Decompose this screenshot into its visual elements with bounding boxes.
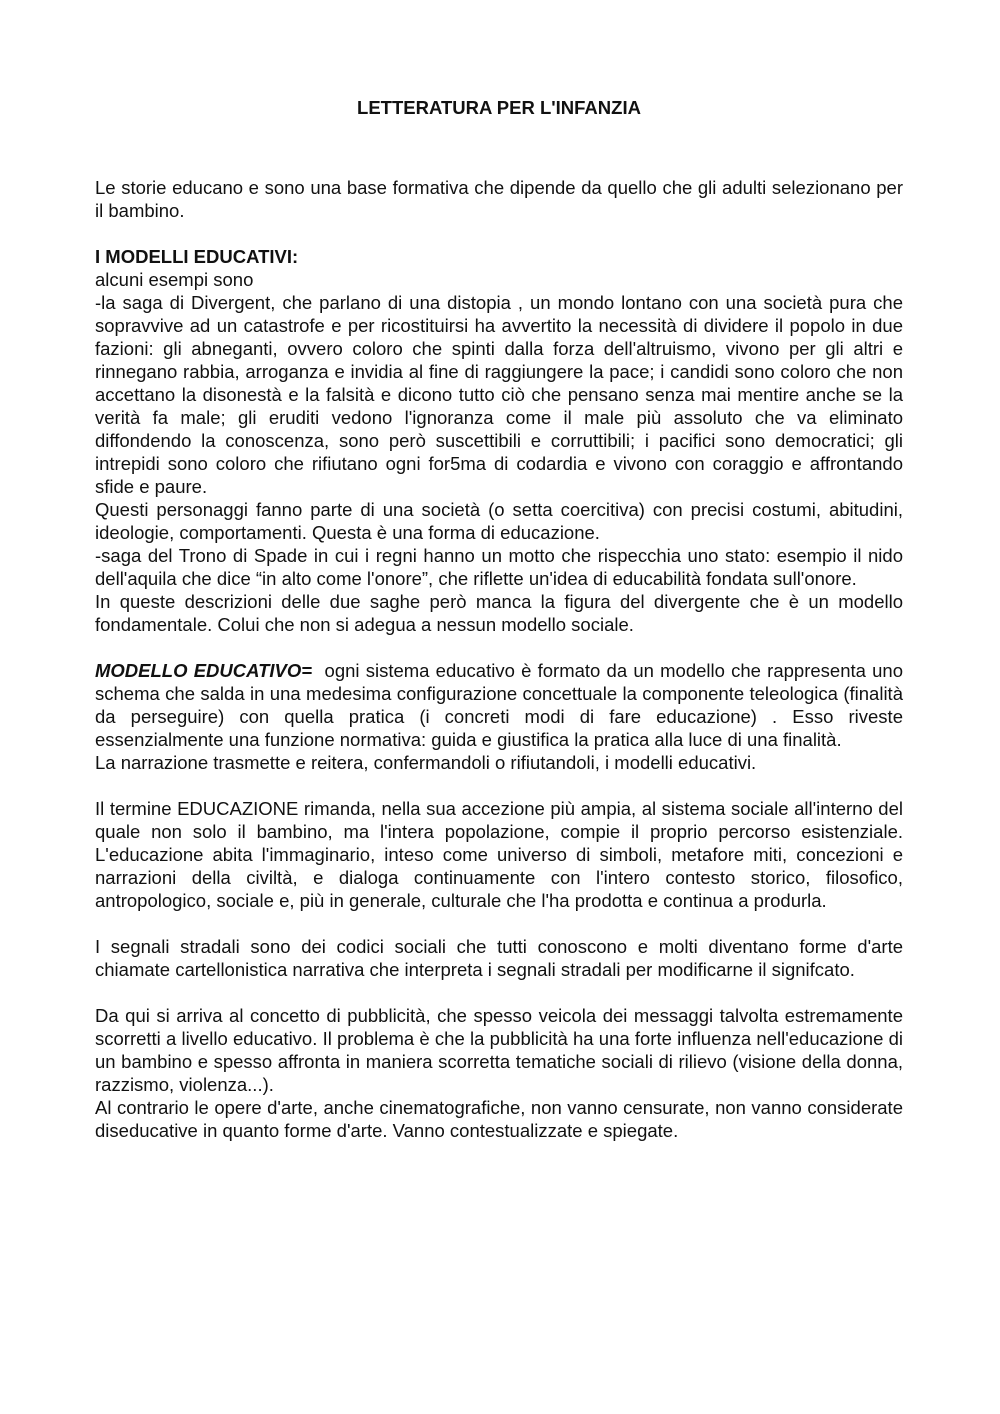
examples-intro: alcuni esempi sono xyxy=(95,269,254,290)
divergente-paragraph: In queste descrizioni delle due saghe però manca la figura del divergente che è un modello fondamentale. Colui che non si adegua a nessun modello sociale. xyxy=(95,591,903,635)
modello-educativo-paragraph xyxy=(95,659,909,751)
society-paragraph: Questi personaggi fanno parte di una società (o setta coercitiva) con precisi costumi, abitudini, ideologie, comportamenti. Questa è una forma di educazione. xyxy=(95,499,903,543)
narration-paragraph: La narrazione trasmette e reitera, confermandoli o rifiutandoli, i modelli educativi. xyxy=(95,752,757,773)
paragraph-gap xyxy=(95,981,903,1004)
modello-educativo-term: MODELLO EDUCATIVO= xyxy=(95,660,313,681)
divergent-paragraph: -la saga di Divergent, che parlano di una distopia , un mondo lontano con una società pura che sopravvive ad un catastrofe e per ricostituirsi ha avvertito la necessità di dividere il popolo in due fazioni: gli abneganti, ovvero coloro che spinti dalla forza dell'altruismo, vivono per gli altri e rinnegano rabbia, arroganza e invidia al fine di raggiungere la pace; i candidi sono coloro che non accettano la disonestà e la falsità e dicono tutto ciò che pensano senza mai mentire anche se la verità fa male; gli eruditi vedono l'ignoranza come il male più assoluto che va eliminato diffondendo la conoscenza, sono però suscettibili e corruttibili; i pacifici sono democratici; gli intrepidi sono coloro che rifiutano ogni for5ma di codardia e vivono con coraggio e affrontando sfide e paure. xyxy=(95,292,903,497)
modello-educativo-definition: ogni sistema educativo è formato da un modello che rappresenta uno schema che salda in una medesima configurazione concettuale la componente teleologica (finalità da perseguire) con quella pratica (i concreti modi di fare educazione) . Esso riveste essenzialmente una funzione normativa: guida e giustifica la pratica alla luce di una finalità. xyxy=(95,660,909,750)
document-page xyxy=(95,96,909,1142)
paragraph-gap xyxy=(95,912,903,935)
signs-paragraph: I segnali stradali sono dei codici sociali che tutti conoscono e molti diventano forme d'arte chiamate cartellonistica narrativa che interpreta i segnali stradali per modificarne il signifcato. xyxy=(95,936,903,980)
intro-paragraph: Le storie educano e sono una base formativa che dipende da quello che gli adulti selezionano per il bambino. xyxy=(95,177,903,221)
education-paragraph: Il termine EDUCAZIONE rimanda, nella sua accezione più ampia, al sistema sociale all'interno del quale non solo il bambino, ma l'intera popolazione, compie il proprio percorso esistenziale. L'educazione abita l'immaginario, inteso come universo di simboli, metafore miti, concezioni e narrazioni della civiltà, e dialoga continuamente con l'intero contesto storico, filosofico, antropologico, sociale e, più in generale, culturale che l'ha prodotta e continua a produrla. xyxy=(95,798,903,911)
throne-paragraph: -saga del Trono di Spade in cui i regni hanno un motto che rispecchia uno stato: esempio il nido dell'aquila che dice “in alto come l'onore”, che riflette un'idea di educabilità fondata sull'onore. xyxy=(95,545,903,589)
section-heading-modelli: I MODELLI EDUCATIVI: xyxy=(95,246,299,267)
document-title: LETTERATURA PER L'INFANZIA xyxy=(357,97,641,118)
paragraph-gap xyxy=(95,774,903,797)
advertising-paragraph: Da qui si arriva al concetto di pubblicità, che spesso veicola dei messaggi talvolta estremamente scorretti a livello educativo. Il problema è che la pubblicità ha una forte influenza nell'educazione di un bambino e spesso affronta in maniera scorretta tematiche sociali di rilievo (visione della donna, razzismo, violenza...). xyxy=(95,1005,903,1095)
art-paragraph: Al contrario le opere d'arte, anche cinematografiche, non vanno censurate, non vanno considerate diseducative in quanto forme d'arte. Vanno contestualizzate e spiegate. xyxy=(95,1097,903,1141)
paragraph-gap xyxy=(95,222,903,245)
paragraph-gap xyxy=(95,636,903,659)
